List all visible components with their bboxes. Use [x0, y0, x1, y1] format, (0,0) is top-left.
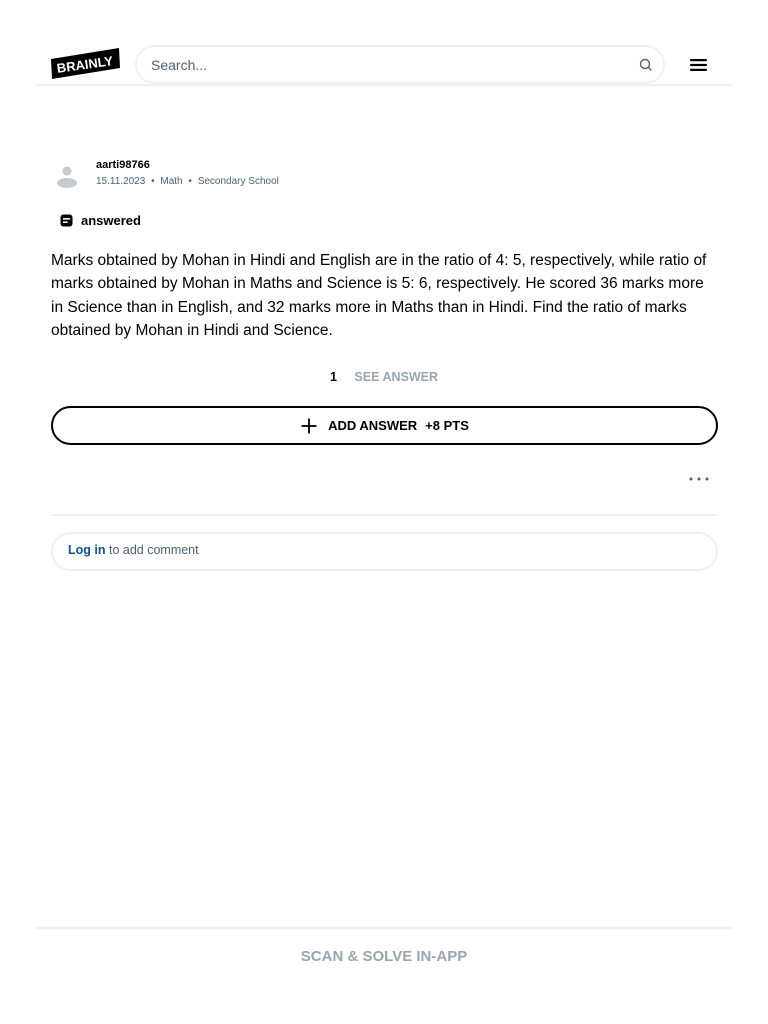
header	[36, 0, 732, 86]
meta-separator: •	[188, 176, 192, 187]
meta-separator: •	[151, 176, 155, 187]
footer-divider	[36, 927, 732, 929]
avatar-icon[interactable]	[55, 162, 79, 190]
add-answer-label: ADD ANSWER	[328, 418, 418, 433]
comment-box[interactable]	[51, 532, 718, 571]
login-link[interactable]: Log in	[68, 543, 106, 557]
search-icon[interactable]	[638, 57, 654, 73]
comment-prompt	[68, 543, 199, 557]
see-answer-link[interactable]: SEE ANSWER	[354, 370, 438, 384]
more-options-icon[interactable]	[686, 472, 712, 486]
points-label: +8 PTS	[425, 418, 469, 433]
question-subject[interactable]: Math	[160, 176, 183, 187]
comment-prompt-text: to add comment	[105, 543, 199, 557]
scan-and-solve-button[interactable]: SCAN & SOLVE IN-APP	[300, 948, 468, 965]
add-answer-button[interactable]	[51, 406, 718, 445]
logo-text: BRAINLY	[55, 53, 114, 76]
search-bar[interactable]	[135, 45, 665, 84]
question-meta	[96, 176, 279, 187]
author-username[interactable]: aarti98766	[96, 159, 150, 171]
answered-label: answered	[81, 212, 141, 228]
question-date: 15.11.2023	[96, 176, 146, 187]
answered-icon	[60, 214, 73, 227]
search-input[interactable]	[151, 55, 621, 75]
divider	[51, 514, 718, 516]
question-text: Marks obtained by Mohan in Hindi and English are in the ratio of 4: 5, respectively, while ratio of marks obtained by Mohan in Maths and Science is 5: 6, respectively. He scored 36 marks more in Science than in English, and 32 marks more in Maths than in Hindi. Find the ratio of marks obtained by Mohan in Hindi and Science.	[51, 252, 707, 339]
plus-icon	[300, 417, 318, 435]
answer-count: 1	[329, 370, 337, 384]
hamburger-menu-icon[interactable]	[687, 55, 711, 75]
question-level: Secondary School	[197, 176, 279, 187]
brainly-logo[interactable]	[51, 48, 121, 80]
answers-row	[0, 370, 768, 384]
answered-badge	[60, 212, 141, 228]
